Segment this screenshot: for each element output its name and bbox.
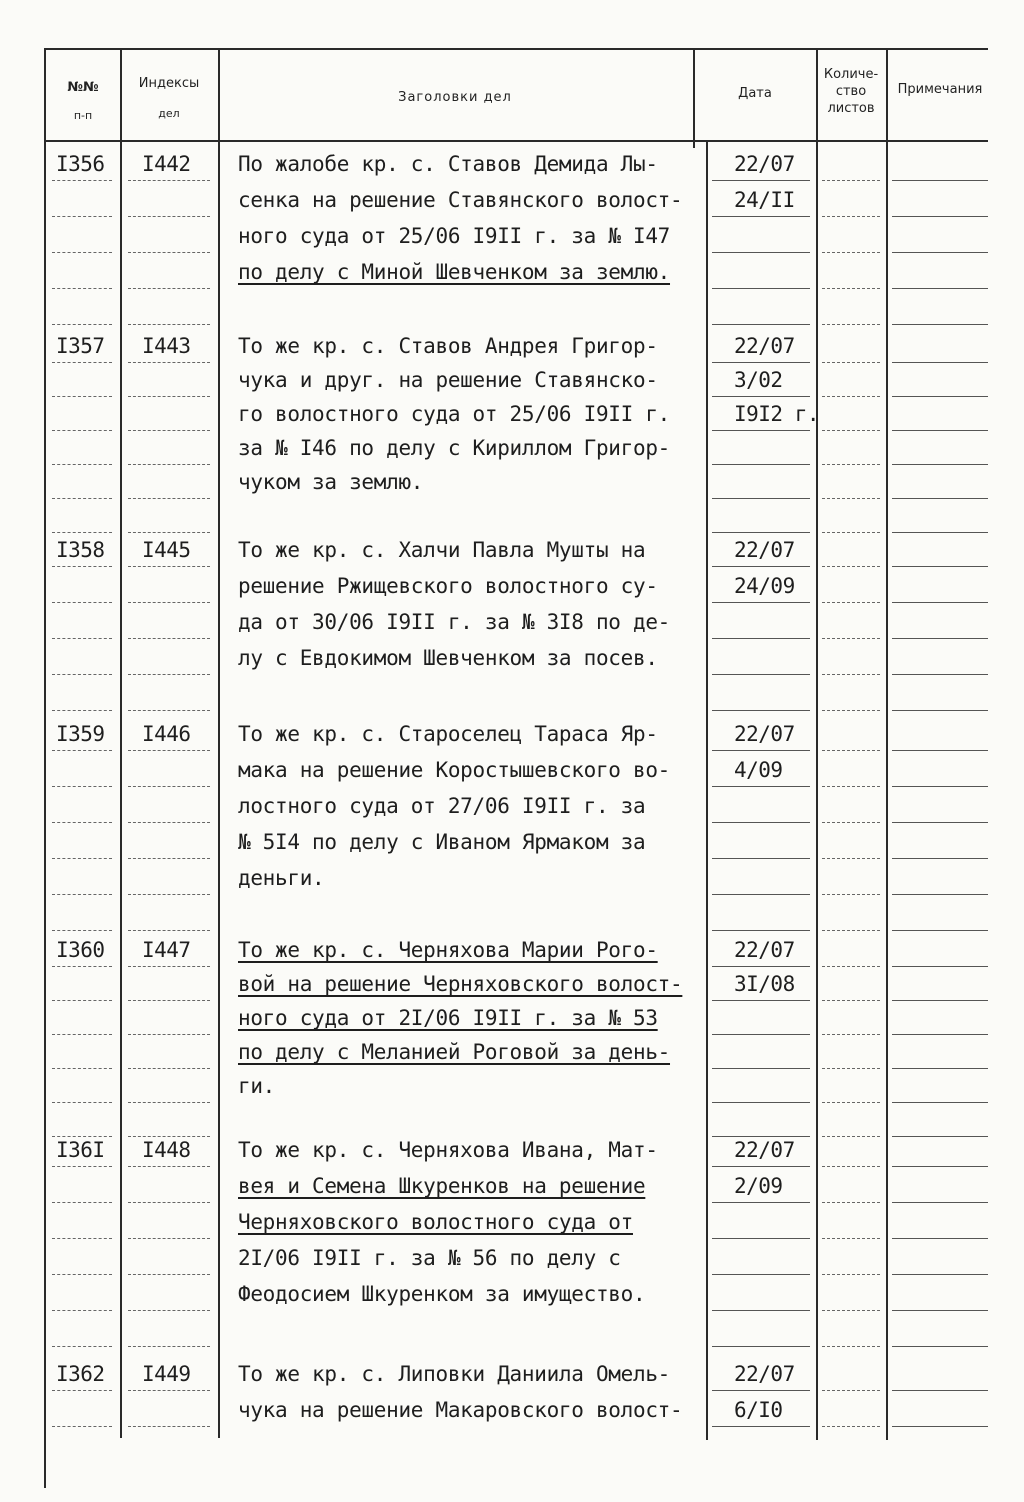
ruled-line-number bbox=[52, 430, 112, 431]
ruled-line-count bbox=[822, 822, 880, 823]
ruled-line-date bbox=[712, 1346, 810, 1347]
ruled-line-index bbox=[128, 1390, 210, 1391]
ruled-line-index bbox=[128, 464, 210, 465]
ruled-line-count bbox=[822, 1202, 880, 1203]
ruled-line-index bbox=[128, 180, 210, 181]
ruled-line-notes bbox=[892, 430, 988, 431]
ruled-line-count bbox=[822, 288, 880, 289]
record-title-line: чуком за землю. bbox=[238, 470, 424, 494]
ruled-line-index bbox=[128, 750, 210, 751]
record-index: I447 bbox=[142, 938, 191, 962]
record-date: 22/07 bbox=[734, 538, 795, 562]
ruled-line-count bbox=[822, 1000, 880, 1001]
ruled-line-date bbox=[712, 1000, 810, 1001]
ruled-line-index bbox=[128, 1102, 210, 1103]
ruled-line-date bbox=[712, 566, 810, 567]
ruled-line-date bbox=[712, 464, 810, 465]
ruled-line-index bbox=[128, 858, 210, 859]
record-title-line: деньги. bbox=[238, 866, 325, 890]
ruled-line-notes bbox=[892, 1390, 988, 1391]
ruled-line-date bbox=[712, 710, 810, 711]
ruled-line-count bbox=[822, 894, 880, 895]
ruled-line-notes bbox=[892, 858, 988, 859]
ruled-line-count bbox=[822, 464, 880, 465]
ruled-line-number bbox=[52, 710, 112, 711]
ruled-line-number bbox=[52, 894, 112, 895]
record-date: I9I2 г. bbox=[734, 402, 820, 426]
ruled-line-index bbox=[128, 1034, 210, 1035]
record-title-line: сенка на решение Ставянского волост- bbox=[238, 188, 683, 212]
ruled-line-count bbox=[822, 930, 880, 931]
record-title-line: вея и Семена Шкуренков на решение bbox=[238, 1174, 646, 1198]
header-number bbox=[48, 80, 118, 124]
ruled-line-index bbox=[128, 566, 210, 567]
record-date: 3/02 bbox=[734, 368, 783, 392]
ruled-line-notes bbox=[892, 566, 988, 567]
record-title-line: То же кр. с. Черняхова Марии Рого- bbox=[238, 938, 658, 962]
ruled-line-number bbox=[52, 1390, 112, 1391]
record-title-line: да от 30/06 I9II г. за № 3I8 по де- bbox=[238, 610, 671, 634]
ruled-line-number bbox=[52, 1310, 112, 1311]
ruled-line-notes bbox=[892, 1238, 988, 1239]
ruled-line-date bbox=[712, 930, 810, 931]
ruled-line-notes bbox=[892, 1274, 988, 1275]
record-title-line: ного суда от 2I/06 I9II г. за № 53 bbox=[238, 1006, 658, 1030]
record-date: 22/07 bbox=[734, 152, 795, 176]
ruled-line-notes bbox=[892, 252, 988, 253]
record-number: I362 bbox=[56, 1362, 105, 1386]
ruled-line-count bbox=[822, 1068, 880, 1069]
record-title-line: за № I46 по делу с Кириллом Григор- bbox=[238, 436, 671, 460]
header-notes: Примечания bbox=[897, 82, 983, 97]
ruled-line-notes bbox=[892, 750, 988, 751]
ruled-line-date bbox=[712, 288, 810, 289]
ruled-line-date bbox=[712, 1068, 810, 1069]
ruled-line-count bbox=[822, 750, 880, 751]
ruled-line-date bbox=[712, 822, 810, 823]
ruled-line-date bbox=[712, 1310, 810, 1311]
ruled-line-number bbox=[52, 966, 112, 967]
record-title-line: лу с Евдокимом Шевченком за посев. bbox=[238, 646, 658, 670]
record-title-line: мака на решение Коростышевского во- bbox=[238, 758, 671, 782]
record-number: I357 bbox=[56, 334, 105, 358]
record-date: 24/09 bbox=[734, 574, 795, 598]
ruled-line-count bbox=[822, 362, 880, 363]
ruled-line-number bbox=[52, 1102, 112, 1103]
ruled-line-number bbox=[52, 602, 112, 603]
ruled-line-index bbox=[128, 786, 210, 787]
header-sheet-count bbox=[816, 66, 886, 117]
ruled-line-number bbox=[52, 180, 112, 181]
ruled-line-number bbox=[52, 464, 112, 465]
ruled-line-notes bbox=[892, 822, 988, 823]
header-number-line2: п-п bbox=[73, 109, 93, 122]
ruled-line-date bbox=[712, 786, 810, 787]
ruled-line-notes bbox=[892, 532, 988, 533]
ruled-line-notes bbox=[892, 710, 988, 711]
ruled-line-date bbox=[712, 216, 810, 217]
ruled-line-date bbox=[712, 324, 810, 325]
ruled-line-number bbox=[52, 638, 112, 639]
ruled-line-notes bbox=[892, 1000, 988, 1001]
ruled-line-date bbox=[712, 252, 810, 253]
ruled-line-number bbox=[52, 324, 112, 325]
ruled-line-notes bbox=[892, 1202, 988, 1203]
ruled-line-notes bbox=[892, 1346, 988, 1347]
ruled-line-number bbox=[52, 566, 112, 567]
ruled-line-index bbox=[128, 532, 210, 533]
ruled-line-count bbox=[822, 674, 880, 675]
record-date: 22/07 bbox=[734, 334, 795, 358]
record-index: I446 bbox=[142, 722, 191, 746]
header-count-line3: листов bbox=[827, 101, 875, 116]
ruled-line-date bbox=[712, 430, 810, 431]
ruled-line-count bbox=[822, 1166, 880, 1167]
ruled-line-date bbox=[712, 638, 810, 639]
header-index-line1: Индексы bbox=[138, 76, 200, 91]
ruled-line-count bbox=[822, 180, 880, 181]
ruled-line-index bbox=[128, 288, 210, 289]
column-divider-index bbox=[218, 48, 220, 1438]
ruled-line-index bbox=[128, 930, 210, 931]
ruled-line-number bbox=[52, 822, 112, 823]
ruled-line-number bbox=[52, 1238, 112, 1239]
record-title-line: вой на решение Черняховского волост- bbox=[238, 972, 683, 996]
ruled-line-count bbox=[822, 498, 880, 499]
record-date: 22/07 bbox=[734, 722, 795, 746]
record-title-line: 2I/06 I9II г. за № 56 по делу с bbox=[238, 1246, 621, 1270]
header-index-line2: дел bbox=[158, 107, 180, 120]
ruled-line-index bbox=[128, 822, 210, 823]
record-title-line: То же кр. с. Липовки Даниила Омель- bbox=[238, 1362, 671, 1386]
ruled-line-number bbox=[52, 1136, 112, 1137]
ruled-line-date bbox=[712, 1238, 810, 1239]
record-title-line: Феодосием Шкуренком за имущество. bbox=[238, 1282, 646, 1306]
ruled-line-number bbox=[52, 1166, 112, 1167]
ruled-line-date bbox=[712, 894, 810, 895]
ruled-line-notes bbox=[892, 894, 988, 895]
ruled-line-number bbox=[52, 216, 112, 217]
ruled-line-index bbox=[128, 638, 210, 639]
column-divider-title-header bbox=[693, 48, 695, 148]
ruled-line-notes bbox=[892, 1102, 988, 1103]
ruled-line-date bbox=[712, 858, 810, 859]
ruled-line-notes bbox=[892, 638, 988, 639]
record-date: 3I/08 bbox=[734, 972, 795, 996]
record-index: I449 bbox=[142, 1362, 191, 1386]
record-date: 4/09 bbox=[734, 758, 783, 782]
ruled-line-index bbox=[128, 1136, 210, 1137]
ruled-line-date bbox=[712, 1390, 810, 1391]
header-bottom-border bbox=[44, 140, 988, 142]
ruled-line-number bbox=[52, 674, 112, 675]
ruled-line-count bbox=[822, 324, 880, 325]
ruled-line-index bbox=[128, 966, 210, 967]
ruled-line-number bbox=[52, 288, 112, 289]
record-number: I356 bbox=[56, 152, 105, 176]
ruled-line-count bbox=[822, 430, 880, 431]
ruled-line-notes bbox=[892, 674, 988, 675]
ruled-line-count bbox=[822, 566, 880, 567]
ruled-line-count bbox=[822, 602, 880, 603]
header-index bbox=[122, 76, 216, 122]
ruled-line-index bbox=[128, 498, 210, 499]
ruled-line-index bbox=[128, 1346, 210, 1347]
ruled-line-number bbox=[52, 1000, 112, 1001]
ruled-line-index bbox=[128, 396, 210, 397]
ruled-line-date bbox=[712, 1166, 810, 1167]
ruled-line-number bbox=[52, 750, 112, 751]
ruled-line-count bbox=[822, 1136, 880, 1137]
column-divider-count bbox=[886, 48, 888, 1440]
ruled-line-count bbox=[822, 252, 880, 253]
record-index: I448 bbox=[142, 1138, 191, 1162]
record-title-line: ги. bbox=[238, 1074, 276, 1098]
ruled-line-count bbox=[822, 638, 880, 639]
ruled-line-date bbox=[712, 1102, 810, 1103]
record-index: I442 bbox=[142, 152, 191, 176]
ruled-line-index bbox=[128, 710, 210, 711]
ruled-line-index bbox=[128, 1202, 210, 1203]
record-title-line: решение Ржищевского волостного су- bbox=[238, 574, 658, 598]
ruled-line-notes bbox=[892, 362, 988, 363]
ruled-line-date bbox=[712, 750, 810, 751]
column-divider-date bbox=[816, 48, 818, 1440]
ruled-line-number bbox=[52, 1034, 112, 1035]
record-title-line: То же кр. с. Староселец Тараса Яр- bbox=[238, 722, 658, 746]
record-title-line: То же кр. с. Халчи Павла Мушты на bbox=[238, 538, 646, 562]
ruled-line-number bbox=[52, 1346, 112, 1347]
record-title-line: № 5I4 по делу с Иваном Ярмаком за bbox=[238, 830, 646, 854]
ruled-line-notes bbox=[892, 1136, 988, 1137]
record-title-line: чука и друг. на решение Ставянско- bbox=[238, 368, 658, 392]
record-title-line: Черняховского волостного суда от bbox=[238, 1210, 633, 1234]
ruled-line-notes bbox=[892, 216, 988, 217]
column-divider-number bbox=[120, 48, 122, 1438]
ruled-line-notes bbox=[892, 1166, 988, 1167]
ruled-line-index bbox=[128, 430, 210, 431]
ruled-line-count bbox=[822, 1238, 880, 1239]
ruled-line-notes bbox=[892, 288, 988, 289]
ruled-line-notes bbox=[892, 1426, 988, 1427]
ruled-line-notes bbox=[892, 966, 988, 967]
ruled-line-date bbox=[712, 396, 810, 397]
ruled-line-notes bbox=[892, 396, 988, 397]
ruled-line-count bbox=[822, 1426, 880, 1427]
ruled-line-number bbox=[52, 252, 112, 253]
record-title-line: го волостного суда от 25/06 I9II г. bbox=[238, 402, 671, 426]
ruled-line-date bbox=[712, 532, 810, 533]
ruled-line-notes bbox=[892, 464, 988, 465]
ruled-line-notes bbox=[892, 930, 988, 931]
record-title-line: ного суда от 25/06 I9II г. за № I47 bbox=[238, 224, 671, 248]
ruled-line-count bbox=[822, 1034, 880, 1035]
ruled-line-date bbox=[712, 1426, 810, 1427]
ruled-line-date bbox=[712, 674, 810, 675]
ruled-line-date bbox=[712, 180, 810, 181]
ruled-line-number bbox=[52, 396, 112, 397]
ruled-line-index bbox=[128, 602, 210, 603]
ruled-line-date bbox=[712, 1274, 810, 1275]
ruled-line-date bbox=[712, 1202, 810, 1203]
ruled-line-number bbox=[52, 786, 112, 787]
ruled-line-count bbox=[822, 1102, 880, 1103]
record-number: I36I bbox=[56, 1138, 105, 1162]
ruled-line-date bbox=[712, 602, 810, 603]
ruled-line-notes bbox=[892, 1310, 988, 1311]
ruled-line-date bbox=[712, 1136, 810, 1137]
ruled-line-count bbox=[822, 396, 880, 397]
ruled-line-index bbox=[128, 1068, 210, 1069]
ruled-line-count bbox=[822, 858, 880, 859]
ruled-line-date bbox=[712, 1034, 810, 1035]
header-count-line2: ство bbox=[835, 84, 867, 99]
ruled-line-number bbox=[52, 930, 112, 931]
ruled-line-number bbox=[52, 498, 112, 499]
record-title-line: лостного суда от 27/06 I9II г. за bbox=[238, 794, 646, 818]
table-border-left bbox=[44, 48, 46, 1488]
record-title-line: То же кр. с. Черняхова Ивана, Мат- bbox=[238, 1138, 658, 1162]
ruled-line-date bbox=[712, 362, 810, 363]
ruled-line-count bbox=[822, 710, 880, 711]
ruled-line-count bbox=[822, 966, 880, 967]
ruled-line-index bbox=[128, 1000, 210, 1001]
ruled-line-index bbox=[128, 252, 210, 253]
ruled-line-index bbox=[128, 894, 210, 895]
header-number-line1: №№ bbox=[67, 80, 99, 95]
ruled-line-number bbox=[52, 1274, 112, 1275]
table-top-border bbox=[44, 48, 988, 50]
ruled-line-count bbox=[822, 1274, 880, 1275]
record-date: 22/07 bbox=[734, 1362, 795, 1386]
record-title-line: То же кр. с. Ставов Андрея Григор- bbox=[238, 334, 658, 358]
record-date: 2/09 bbox=[734, 1174, 783, 1198]
record-title-line: По жалобе кр. с. Ставов Демида Лы- bbox=[238, 152, 658, 176]
ruled-line-count bbox=[822, 1390, 880, 1391]
ruled-line-index bbox=[128, 1166, 210, 1167]
ruled-line-notes bbox=[892, 180, 988, 181]
ruled-line-index bbox=[128, 1274, 210, 1275]
record-number: I358 bbox=[56, 538, 105, 562]
ruled-line-notes bbox=[892, 786, 988, 787]
ruled-line-index bbox=[128, 1310, 210, 1311]
record-date: 22/07 bbox=[734, 1138, 795, 1162]
record-number: I360 bbox=[56, 938, 105, 962]
ruled-line-number bbox=[52, 1202, 112, 1203]
ruled-line-notes bbox=[892, 498, 988, 499]
ruled-line-index bbox=[128, 324, 210, 325]
ruled-line-index bbox=[128, 674, 210, 675]
record-index: I445 bbox=[142, 538, 191, 562]
record-title-line: по делу с Миной Шевченком за землю. bbox=[238, 260, 671, 284]
ruled-line-number bbox=[52, 362, 112, 363]
ruled-line-count bbox=[822, 1310, 880, 1311]
record-number: I359 bbox=[56, 722, 105, 746]
ruled-line-count bbox=[822, 216, 880, 217]
ruled-line-number bbox=[52, 858, 112, 859]
ruled-line-index bbox=[128, 362, 210, 363]
ruled-line-index bbox=[128, 1426, 210, 1427]
record-title-line: по делу с Меланией Роговой за день- bbox=[238, 1040, 671, 1064]
ruled-line-count bbox=[822, 532, 880, 533]
record-date: 6/I0 bbox=[734, 1398, 783, 1422]
ruled-line-number bbox=[52, 532, 112, 533]
ruled-line-notes bbox=[892, 602, 988, 603]
ruled-line-notes bbox=[892, 324, 988, 325]
ruled-line-date bbox=[712, 498, 810, 499]
ruled-line-count bbox=[822, 1346, 880, 1347]
ruled-line-index bbox=[128, 216, 210, 217]
record-title-line: чука на решение Макаровского волост- bbox=[238, 1398, 683, 1422]
ruled-line-date bbox=[712, 966, 810, 967]
header-count-line1: Количе- bbox=[823, 67, 879, 82]
ruled-line-notes bbox=[892, 1034, 988, 1035]
header-titles: Заголовки дел bbox=[398, 90, 512, 105]
column-divider-title bbox=[706, 140, 708, 1440]
record-date: 22/07 bbox=[734, 938, 795, 962]
ruled-line-number bbox=[52, 1426, 112, 1427]
ruled-line-notes bbox=[892, 1068, 988, 1069]
ruled-line-count bbox=[822, 786, 880, 787]
record-date: 24/II bbox=[734, 188, 795, 212]
ruled-line-number bbox=[52, 1068, 112, 1069]
ruled-line-index bbox=[128, 1238, 210, 1239]
header-date: Дата bbox=[738, 86, 772, 101]
record-index: I443 bbox=[142, 334, 191, 358]
